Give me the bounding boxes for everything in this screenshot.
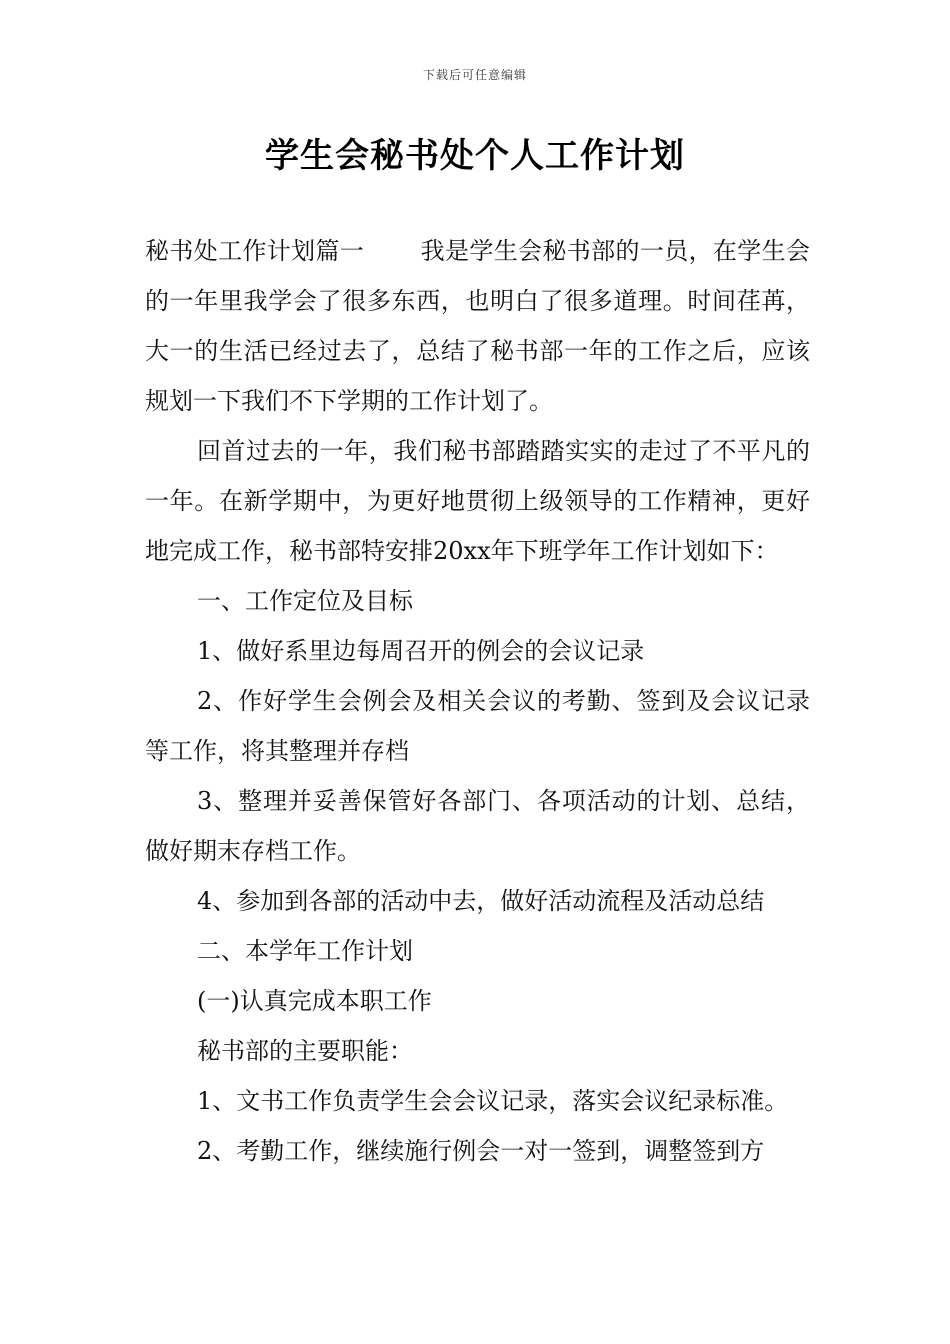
document-title: 学生会秘书处个人工作计划	[265, 136, 685, 176]
document-body	[145, 226, 810, 1176]
list-item: 4、参加到各部的活动中去，做好活动流程及活动总结	[197, 887, 765, 915]
list-item: 1、做好系里边每周召开的例会的会议记录	[197, 637, 645, 665]
subsection-heading: (一)认真完成本职工作	[197, 987, 432, 1015]
section-heading-plan: 二、本学年工作计划	[197, 937, 413, 965]
intro-paragraph	[145, 226, 810, 426]
intro-text: 我是学生会秘书部的一员，在学生会的一年里我学会了很多东西，也明白了很多道理。时间荏苒，大一的生活已经过去了，总结了秘书部一年的工作之后，应该规划一下我们不下学期的工作计划了。	[145, 237, 811, 415]
header-note: 下载后可任意编辑	[422, 68, 527, 82]
functions-heading: 秘书部的主要职能：	[197, 1037, 413, 1065]
list-item: 2、作好学生会例会及相关会议的考勤、签到及会议记录等工作，将其整理并存档	[145, 687, 810, 765]
intro-label: 秘书处工作计划篇一	[145, 237, 365, 265]
list-item: 1、文书工作负责学生会会议记录，落实会议纪录标准。	[197, 1087, 789, 1115]
paragraph-review: 回首过去的一年，我们秘书部踏踏实实的走过了不平凡的一年。在新学期中，为更好地贯彻上级领导的工作精神，更好地完成工作，秘书部特安排20xx年下班学年工作计划如下：	[145, 437, 810, 565]
section-heading-positioning: 一、工作定位及目标	[197, 587, 413, 615]
list-item: 2、考勤工作，继续施行例会一对一签到，调整签到方	[197, 1137, 765, 1165]
list-item: 3、整理并妥善保管好各部门、各项活动的计划、总结，做好期末存档工作。	[145, 787, 810, 865]
